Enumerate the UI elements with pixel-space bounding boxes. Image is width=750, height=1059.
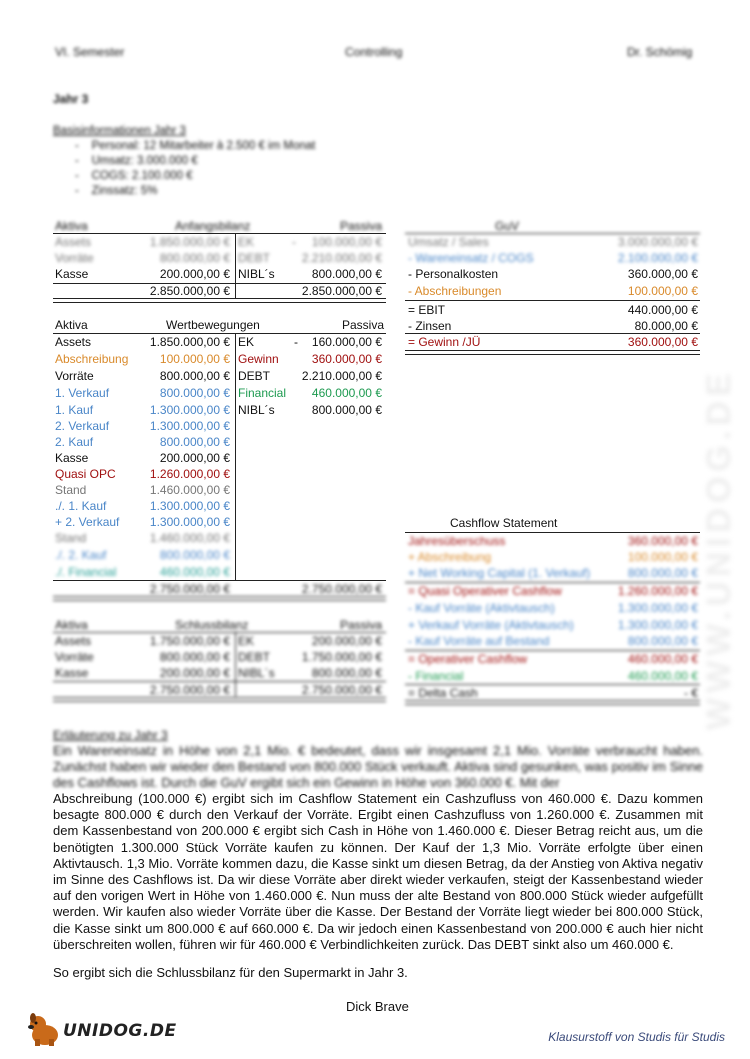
movement-label: Kasse (55, 451, 89, 465)
movement-label: ./. 2. Kauf (55, 548, 107, 562)
opening-value: 800.000,00 € (311, 267, 382, 281)
dog-icon (25, 1013, 65, 1047)
explanation-text: Abschreibung (100.000 €) ergibt sich im Cashflow Statement ein Cashzufluss von 460.000 €. Dazu kommen besagte 800.000 € durch den Verkauf der Vorräte. Ergibt einen Cashzufluss von 1.260.000 €. Zusammen mit dem Kassenbestand von 200.000 € ergibt sich Cash in Höhe von 1.460.000 €. Dieser Betrag reicht aus, um die benötigten 1.300.000 Stück Vorräte kaufen zu können. Der Kauf der 1,3 Mio. Vorräte erfolgte über einen Aktivtausch. 1,3 Mio. Vorräte kommen dazu, die Kasse sinkt um diesen Betrag, da der Anstieg von Aktiva negativ im Sinne des Cashflows ist. Da wir diese Vorräte aber direkt wieder verkaufen, steigt der Kassenbestand wieder auf den vorigen Wert in Höhe von 1.460.000 €. Nun muss der alte Bestand von 800.000 Stück wieder aufgefüllt werden. Wir kaufen also wieder Vorräte über die Kasse. Der Bestand der Vorräte liegt wieder bei 800.000 Stück, die Kasse sinkt um 800.000 € auf 660.000 €. Da wir jedoch einen Kassenbestand von 200.000 € auch hier nicht überschreiten wollen, führen wir für 460.000 € Verbindlichkeiten zurück. Das DEBT sinkt also um 460.000 €. (53, 791, 703, 952)
basis-item: - COGS: 2.100.000 € (75, 170, 193, 182)
basis-item: - Umsatz: 3.000.000 € (75, 155, 198, 167)
guv-label: = Gewinn /JÜ (408, 335, 481, 349)
opening-total-right: 2.850.000,00 € (301, 284, 382, 298)
explanation-last: So ergibt sich die Schlussbilanz für den Supermarkt in Jahr 3. (53, 965, 408, 980)
basis-item: - Zinssatz: 5% (75, 185, 158, 197)
closing-value: 800.000,00 € (311, 666, 382, 680)
closing-label: EK (238, 634, 255, 648)
movement-label: + 2. Verkauf (55, 515, 120, 529)
cashflow-title: Cashflow Statement (450, 516, 558, 530)
movement-label: NIBL´s (238, 403, 275, 417)
movement-label: Assets (55, 335, 92, 349)
header-right: Dr. Schömig (627, 45, 693, 59)
closing-col-mid: Schlussbilanz (175, 618, 249, 632)
movement-label: Financial (238, 386, 287, 400)
movement-value: 1.460.000,00 € (149, 531, 230, 545)
cashflow-label: + Verkauf Vorräte (Aktivtausch) (408, 618, 574, 632)
opening-col-left: Aktiva (55, 219, 88, 233)
movement-label: Quasi OPC (55, 467, 116, 481)
guv-value: 360.000,00 € (627, 335, 698, 349)
guv-value: 2.100.000,00 € (617, 251, 698, 265)
guv-label: - Wareneinsatz / COGS (408, 251, 534, 265)
cashflow-value: 460.000,00 € (627, 652, 698, 666)
cashflow-label: - Kauf Vorräte auf Bestand (408, 634, 550, 648)
closing-total-right: 2.750.000,00 € (301, 683, 382, 697)
unidog-logo (25, 1013, 185, 1047)
guv-label: - Zinsen (408, 319, 452, 333)
closing-label: DEBT (238, 650, 271, 664)
opening-sign: - (292, 235, 296, 249)
movement-value: 800.000,00 € (159, 435, 230, 449)
basis-title: Basisinformationen Jahr 3 (53, 125, 186, 137)
movement-value: 160.000,00 € (311, 335, 382, 349)
movement-label: Vorräte (55, 369, 94, 383)
opening-label: NIBL´s (238, 267, 275, 281)
movement-label: 1. Verkauf (55, 386, 110, 400)
closing-value: 1.750.000,00 € (149, 634, 230, 648)
cashflow-value: 360.000,00 € (627, 534, 698, 548)
movement-label: DEBT (238, 369, 271, 383)
cashflow-value: 460.000,00 € (627, 669, 698, 683)
cashflow-value: - € (683, 686, 698, 700)
closing-label: Assets (55, 634, 92, 648)
closing-col-left: Aktiva (55, 618, 88, 632)
header-left: VI. Semester (55, 45, 125, 59)
guv-value: 440.000,00 € (627, 303, 698, 317)
opening-value: 200.000,00 € (159, 267, 230, 281)
cashflow-value: 1.300.000,00 € (617, 618, 698, 632)
movement-total-right: 2.750.000,00 € (301, 582, 382, 596)
opening-label: Kasse (55, 267, 89, 281)
closing-value: 200.000,00 € (159, 666, 230, 680)
closing-value: 200.000,00 € (311, 634, 382, 648)
opening-label: Vorräte (55, 251, 94, 265)
movement-label: Stand (55, 531, 87, 545)
movement-value: 1.460.000,00 € (149, 483, 230, 497)
opening-col-mid: Anfangsbilanz (175, 219, 251, 233)
movement-value: 100.000,00 € (159, 352, 230, 366)
guv-label: = EBIT (408, 303, 446, 317)
movement-sign: - (294, 335, 298, 349)
guv-value: 80.000,00 € (634, 319, 698, 333)
opening-label: Assets (55, 235, 92, 249)
opening-value: 1.850.000,00 € (149, 235, 230, 249)
movement-value: 800.000,00 € (311, 403, 382, 417)
opening-total-left: 2.850.000,00 € (149, 284, 230, 298)
opening-col-right: Passiva (340, 219, 383, 233)
explanation-title: Erläuterung zu Jahr 3 (53, 728, 168, 742)
movement-value: 1.300.000,00 € (149, 419, 230, 433)
movement-col-left: Aktiva (55, 318, 88, 332)
closing-total-left: 2.750.000,00 € (149, 683, 230, 697)
guv-value: 360.000,00 € (627, 267, 698, 281)
movement-label: ./. Financial (55, 565, 117, 579)
opening-value: 800.000,00 € (159, 251, 230, 265)
year-title: Jahr 3 (53, 92, 89, 106)
closing-value: 1.750.000,00 € (301, 650, 382, 664)
cashflow-value: 100.000,00 € (627, 550, 698, 564)
movement-col-mid: Wertbewegungen (166, 318, 260, 332)
cashflow-value: 1.300.000,00 € (617, 601, 698, 615)
movement-value: 800.000,00 € (159, 386, 230, 400)
movement-value: 800.000,00 € (159, 369, 230, 383)
guv-title: GuV (495, 219, 520, 233)
basis-list (75, 139, 315, 199)
closing-label: Vorräte (55, 650, 94, 664)
movement-label: Gewinn (238, 352, 279, 366)
movement-value: 1.850.000,00 € (149, 335, 230, 349)
movement-value: 1.300.000,00 € (149, 499, 230, 513)
basis-item: - Personal: 12 Mitarbeiter à 2.500 € im Monat (75, 140, 316, 152)
cashflow-value: 800.000,00 € (627, 566, 698, 580)
movement-value: 460.000,00 € (159, 565, 230, 579)
guv-value: 100.000,00 € (627, 284, 698, 298)
cashflow-label: + Abschreibung (408, 550, 492, 564)
closing-col-right: Passiva (340, 618, 383, 632)
cashflow-label: = Quasi Operativer Cashflow (408, 584, 562, 598)
movement-label: ./. 1. Kauf (55, 499, 107, 513)
closing-label: NIBL´s (238, 666, 275, 680)
logo-text: UNIDOG.DE (63, 1021, 177, 1041)
cashflow-label: - Financial (408, 669, 464, 683)
movement-label: Stand (55, 483, 87, 497)
movement-value: 1.300.000,00 € (149, 403, 230, 417)
opening-label: EK (238, 235, 255, 249)
guv-label: Umsatz / Sales (408, 235, 489, 249)
cashflow-label: = Operativer Cashflow (408, 652, 528, 666)
cashflow-label: - Kauf Vorräte (Aktivtausch) (408, 601, 555, 615)
closing-value: 800.000,00 € (159, 650, 230, 664)
author: Dick Brave (346, 999, 409, 1014)
watermark: WWW.UNIDOG.DE (700, 368, 738, 730)
movement-value: 460.000,00 € (311, 386, 382, 400)
movement-value: 200.000,00 € (159, 451, 230, 465)
footer-tagline: Klausurstoff von Studis für Studis (548, 1030, 725, 1044)
movement-value: 1.300.000,00 € (149, 515, 230, 529)
movement-total-left: 2.750.000,00 € (149, 582, 230, 596)
opening-value: 100.000,00 € (311, 235, 382, 249)
guv-label: - Abschreibungen (408, 284, 502, 298)
movement-value: 2.210.000,00 € (301, 369, 382, 383)
cashflow-label: Jahresüberschuss (408, 534, 506, 548)
cashflow-label: + Net Working Capital (1. Verkauf) (408, 566, 591, 580)
movement-value: 360.000,00 € (311, 352, 382, 366)
movement-value: 800.000,00 € (159, 548, 230, 562)
cashflow-value: 1.260.000,00 € (617, 584, 698, 598)
movement-value: 1.260.000,00 € (149, 467, 230, 481)
cashflow-value: 800.000,00 € (627, 634, 698, 648)
opening-label: DEBT (238, 251, 271, 265)
guv-value: 3.000.000,00 € (617, 235, 698, 249)
guv-label: - Personalkosten (408, 267, 499, 281)
movement-label: Abschreibung (55, 352, 129, 366)
header-center: Controlling (345, 45, 403, 59)
movement-col-right: Passiva (342, 318, 385, 332)
opening-value: 2.210.000,00 € (301, 251, 382, 265)
cashflow-label: = Delta Cash (408, 686, 478, 700)
explanation-blurred: Ein Wareneinsatz in Höhe von 2,1 Mio. € bedeutet, dass wir insgesamt 2,1 Mio. Vorräte verbraucht haben. Zunächst haben wir wieder den Bestand von 800.000 Stück verkauft. Aktiva sind gesunken, was positiv im Sinne des Cashflows ist. Durch die GuV ergibt sich ein Gewinn in Höhe von 360.000 €. Mit der (53, 743, 703, 791)
closing-label: Kasse (55, 666, 89, 680)
movement-label: 1. Kauf (55, 403, 94, 417)
movement-label: EK (238, 335, 255, 349)
movement-label: 2. Verkauf (55, 419, 110, 433)
movement-label: 2. Kauf (55, 435, 94, 449)
